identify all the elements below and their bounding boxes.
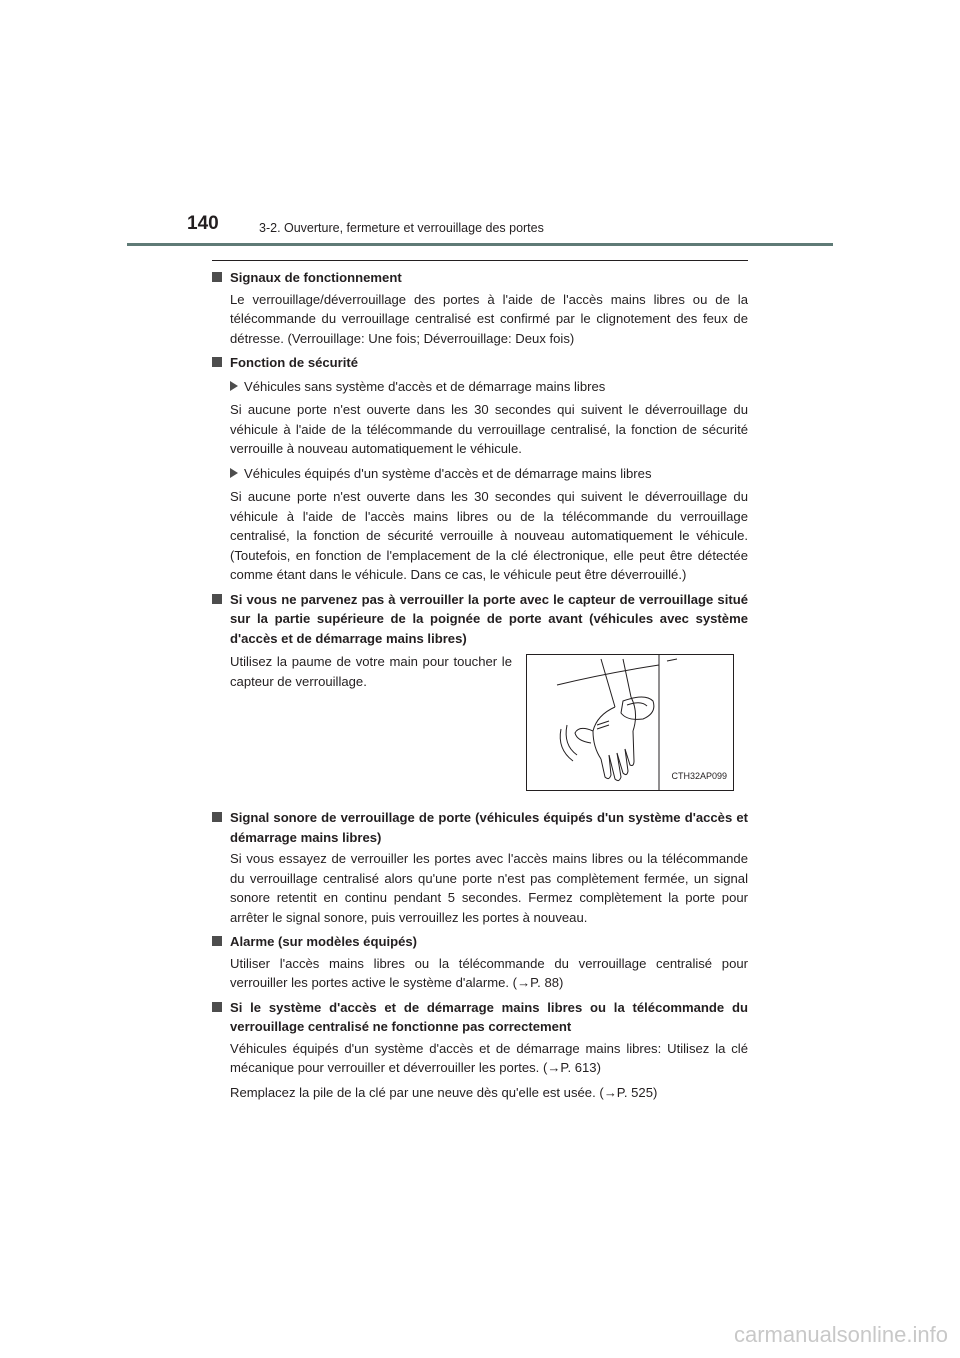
square-bullet-icon [212,272,222,282]
paragraph: Véhicules équipés d'un système d'accès et de démarrage mains libres: Utilisez la clé mécanique pour verrouiller et déverrouiller les portes. (→P. 613) [230,1040,748,1075]
section-heading [212,268,748,288]
paragraph: Si aucune porte n'est ouverte dans les 30 secondes qui suivent le déverrouillage du véhicule à l'aide de l'accès mains libres ou de la télécommande du verrouillage centralisé, la fonction de sécurité verrouille à nouveau automatiquement le véhicule. (Toutefois, en fonction de l'emplacement de la clé électronique, elle peut être détectée comme étant dans le véhicule. Dans ce cas, le véhicule peut être déverrouillé.) [230,489,748,582]
section-heading [212,590,748,649]
triangle-bullet-icon [230,468,238,478]
heading-text: Alarme (sur modèles équipés) [230,934,418,949]
square-bullet-icon [212,1002,222,1012]
paragraph: Remplacez la pile de la clé par une neuve dès qu'elle est usée. (→P. 525) [230,1084,658,1100]
section-heading [212,932,748,952]
heading-text: Si vous ne parvenez pas à verrouiller la porte avec le capteur de verrouillage situé sur la partie supérieure de la poignée de porte avant (véhicules avec système d'accès et de démarrage mains libres) [230,591,748,646]
sub-heading-text: Véhicules équipés d'un système d'accès et de démarrage mains libres [244,465,652,481]
page-number: 140 [187,213,219,234]
heading-text: Signal sonore de verrouillage de porte (véhicules équipés d'un système d'accès et démarrage mains libres) [230,810,748,845]
heading-text: Fonction de sécurité [230,355,359,370]
sub-heading [212,464,748,484]
square-bullet-icon [212,357,222,367]
content-rule [212,260,748,261]
paragraph: Si aucune porte n'est ouverte dans les 30 secondes qui suivent le déverrouillage du véhicule à l'aide de la télécommande du verrouillage centralisé, la fonction de sécurité verrouille à nouveau automatiquement le véhicule. [230,402,748,456]
triangle-bullet-icon [230,381,238,391]
figure-code: CTH32AP099 [671,770,727,781]
sub-heading [212,377,748,397]
hand-on-door-handle-illustration [526,654,734,791]
header-rule [127,243,833,246]
heading-text: Si le système d'accès et de démarrage mains libres ou la télécommande du verrouillage centralisé ne fonctionne pas correctement [230,999,748,1034]
paragraph: Utilisez la paume de votre main pour toucher le capteur de verrouillage. [230,654,512,689]
paragraph: Utiliser l'accès mains libres ou la télécommande du verrouillage centralisé pour verrouiller les portes active le système d'alarme. (→P. 88) [230,955,748,990]
section-title: 3-2. Ouverture, fermeture et verrouillage des portes [259,221,544,235]
paragraph: Le verrouillage/déverrouillage des portes à l'aide de l'accès mains libres ou de la télécommande du verrouillage centralisé est confirmé par le clignotement des feux de détresse. (Verrouillage: Une fois; Déverrouillage: Deux fois) [230,291,748,346]
watermark: carmanualsonline.info [733,1322,948,1347]
square-bullet-icon [212,936,222,946]
sub-heading-text: Véhicules sans système d'accès et de démarrage mains libres [244,378,606,394]
section-heading [212,808,748,847]
heading-text: Signaux de fonctionnement [230,270,402,285]
page-content [212,268,748,1107]
square-bullet-icon [212,594,222,604]
figure-block [212,652,748,798]
section-heading [212,353,748,373]
section-heading [212,998,748,1037]
paragraph: Si vous essayez de verrouiller les portes avec l'accès mains libres ou la télécommande du verrouillage centralisé alors qu'une porte n'est pas complètement fermée, un signal sonore retentit en continu pendant 5 secondes. Fermez complètement la porte pour arrêter le signal sonore, puis verrouillez les portes à nouveau. [230,851,748,925]
square-bullet-icon [212,812,222,822]
